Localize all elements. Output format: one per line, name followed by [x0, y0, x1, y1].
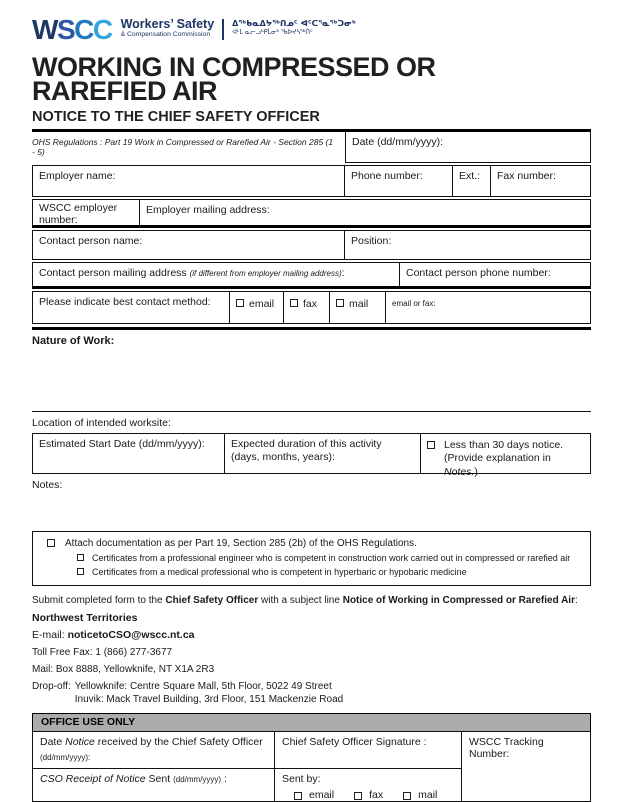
dropoff-addresses — [75, 681, 343, 706]
email-or-fax-field[interactable]: email or fax: — [385, 292, 590, 323]
contact-method-fax-option[interactable] — [283, 292, 329, 323]
cso-receipt-sent-field[interactable] — [33, 768, 274, 801]
submit-intro-post: : — [574, 595, 578, 607]
email-label: E-mail: — [32, 629, 68, 642]
short-notice-option[interactable] — [420, 434, 590, 478]
engineer-certificates-option[interactable] — [77, 553, 582, 564]
attach-documentation-option[interactable] — [47, 538, 582, 549]
short-notice-line1: Less than 30 days notice. — [444, 438, 564, 451]
meta-row — [32, 132, 591, 163]
contact-mailing-label: Contact person mailing address — [39, 266, 190, 279]
office-use-table — [32, 731, 591, 802]
short-notice-notes-ref: Notes. — [444, 465, 475, 478]
contact-person-name-field[interactable]: Contact person name: — [39, 234, 143, 247]
sent-by-fax-checkbox[interactable] — [354, 792, 362, 800]
logo-letter-c2: C — [92, 14, 112, 45]
contact-address-row — [32, 262, 591, 289]
wscc-header — [32, 14, 591, 51]
submit-email-line — [32, 629, 591, 641]
date-field[interactable] — [345, 132, 591, 163]
contact-method-label: Please indicate best contact method: — [39, 295, 211, 308]
sent-by-fax-option[interactable] — [354, 789, 383, 801]
logo-letter-s: S — [56, 14, 75, 45]
sent-by-mail-checkbox[interactable] — [403, 792, 411, 800]
org-name — [121, 18, 215, 39]
mailing-address-line: Mail: Box 8888, Yellowknife, NT X1A 2R3 — [32, 664, 215, 676]
engineer-certificates-checkbox[interactable] — [77, 554, 84, 561]
sent-by-fax-label: fax — [369, 789, 384, 802]
org-syllabics-line2: ᐊᒻᒪ ᓇᓕᓗᒃᑭᒫᓂᒃ ᖃᐅᔪᓴᖅᑏᑦ — [232, 29, 313, 36]
sent-by-label: Sent by: — [282, 773, 321, 786]
short-notice-checkbox[interactable] — [427, 441, 435, 449]
notes-label: Notes: — [32, 478, 63, 491]
cso-email-address[interactable]: noticetoCSO@wscc.nt.ca — [67, 629, 195, 642]
page-title-line1: WORKING IN COMPRESSED OR — [32, 52, 436, 82]
sent-by-mail-option[interactable] — [403, 789, 437, 801]
submit-intro — [32, 595, 591, 606]
mail-option-label: mail — [349, 297, 369, 310]
mail-checkbox[interactable] — [336, 299, 344, 307]
date-notice-received-field[interactable] — [33, 732, 274, 768]
contact-method-mail-option[interactable] — [329, 292, 385, 323]
position-field[interactable]: Position: — [344, 231, 590, 259]
short-notice-line2-post: ) — [474, 465, 478, 478]
wscc-employer-number-field[interactable]: WSCC employer number: — [39, 201, 118, 226]
sent-by-email-option[interactable] — [294, 789, 334, 801]
phone-number-field[interactable]: Phone number: — [344, 166, 452, 196]
employer-name-field[interactable]: Employer name: — [39, 169, 116, 182]
org-name-line1: Workers’ Safety — [120, 17, 215, 31]
org-syllabics-line1: ᐃᖅᑲᓇᐃᔭᖅᑎᓄᑦ ᐊᑦᑕᕐᓇᖅᑐᓂᒃ — [232, 19, 356, 28]
duration-label-line2: (days, months, years): — [231, 451, 335, 464]
sent-by-email-checkbox[interactable] — [294, 792, 302, 800]
nature-of-work-section[interactable] — [32, 330, 591, 412]
page-title-line2: RAREFIED AIR — [32, 76, 218, 107]
receipt-sent-word: Sent — [145, 773, 174, 786]
dropoff-lines — [32, 681, 591, 706]
submit-intro-mid: with a subject line — [258, 595, 343, 607]
date-received-notice-word: Notice — [65, 736, 95, 749]
logo-divider — [222, 19, 224, 40]
date-received-pre: Date — [40, 736, 66, 749]
contact-method-row — [32, 291, 591, 324]
medical-certificates-label: Certificates from a medical professional who is competent in hyperbaric or hypobaric medicine — [92, 567, 467, 578]
sent-by-mail-label: mail — [418, 789, 438, 802]
submission-instructions — [32, 586, 591, 706]
contact-phone-field[interactable]: Contact person phone number: — [399, 263, 590, 286]
date-field-label: Date (dd/mm/yyyy): — [352, 135, 444, 148]
page-title — [32, 52, 591, 107]
page-subtitle: NOTICE TO THE CHIEF SAFETY OFFICER — [32, 108, 320, 125]
contact-mailing-colon: : — [341, 266, 345, 279]
extension-field[interactable]: Ext.: — [452, 166, 490, 196]
employer-row — [32, 165, 591, 197]
dropoff-inuvik: Inuvik: Mack Travel Building, 3rd Floor, 151 Mackenzie Road — [74, 693, 344, 705]
contact-mailing-note: (if different from employer mailing address) — [189, 268, 342, 278]
duration-label-line1: Expected duration of this activity — [231, 437, 382, 450]
date-notice-received-label — [40, 736, 267, 748]
receipt-colon: : — [221, 773, 227, 786]
engineer-certificates-label: Certificates from a professional engineer who is competent in construction work carried out in compressed or rarefied air — [92, 552, 571, 563]
start-date-field[interactable]: Estimated Start Date (dd/mm/yyyy): — [39, 437, 205, 450]
sent-by-email-label: email — [309, 789, 335, 802]
email-checkbox[interactable] — [236, 299, 244, 307]
receipt-italic-label: CSO Receipt of Notice — [40, 773, 146, 786]
medical-certificates-option[interactable] — [77, 567, 582, 578]
attach-documentation-checkbox[interactable] — [47, 539, 55, 547]
submit-subject-line: Notice of Working in Compressed or Rarefied Air — [342, 595, 575, 607]
nature-of-work-label: Nature of Work: — [32, 334, 115, 347]
org-name-inuktitut — [232, 19, 356, 37]
attach-documentation-label: Attach documentation as per Part 19, Section 285 (2b) of the OHS Regulations. — [65, 537, 417, 549]
dropoff-label: Drop-off: — [32, 681, 71, 693]
region-label: Northwest Territories — [32, 612, 138, 625]
dropoff-yellowknife: Yellowknife: Centre Square Mall, 5th Floor, 5022 49 Street — [74, 681, 332, 693]
receipt-format-hint: (dd/mm/yyyy) — [173, 775, 222, 785]
cso-signature-field[interactable]: Chief Safety Officer Signature : — [274, 732, 461, 768]
schedule-row — [32, 433, 591, 478]
wscc-tracking-number-field[interactable]: WSCC Tracking Number: — [461, 732, 590, 801]
submit-cso-name: Chief Safety Officer — [165, 595, 259, 607]
date-received-post: received by the Chief Safety Officer — [94, 736, 263, 749]
employer-address-row — [32, 199, 591, 228]
logo-letter-w: W — [32, 14, 57, 45]
fax-number-field[interactable]: Fax number: — [490, 166, 590, 196]
toll-free-fax-line: Toll Free Fax: 1 (866) 277-3677 — [32, 647, 173, 659]
contact-mailing-address-field[interactable] — [33, 263, 399, 286]
notes-field[interactable] — [32, 474, 591, 531]
contact-method-email-option[interactable] — [229, 292, 283, 323]
org-name-line2: & Compensation Commission — [120, 31, 211, 39]
fax-checkbox[interactable] — [290, 299, 298, 307]
submit-intro-pre: Submit completed form to the — [32, 595, 166, 607]
fax-option-label: fax — [303, 297, 318, 310]
contact-person-row — [32, 230, 591, 260]
date-received-format-hint: (dd/mm/yyyy): — [40, 753, 91, 763]
sent-by-options — [294, 789, 454, 801]
employer-mailing-address-field[interactable]: Employer mailing address: — [139, 200, 590, 225]
logo-letter-c1: C — [74, 14, 93, 45]
sent-by-field — [274, 768, 461, 801]
email-option-label: email — [249, 297, 275, 310]
short-notice-line2-pre: (Provide explanation in — [444, 452, 551, 465]
worksite-location-field[interactable]: Location of intended worksite: — [32, 416, 171, 429]
short-notice-label — [444, 438, 584, 478]
wscc-logo — [32, 16, 112, 44]
attachments-section — [32, 531, 591, 587]
medical-certificates-checkbox[interactable] — [77, 568, 84, 575]
duration-field[interactable] — [224, 434, 420, 473]
office-use-only-header: OFFICE USE ONLY — [32, 713, 591, 731]
regulation-reference: OHS Regulations : Part 19 Work in Compressed or Rarefied Air - Section 285 (1 - 5) — [32, 137, 334, 158]
